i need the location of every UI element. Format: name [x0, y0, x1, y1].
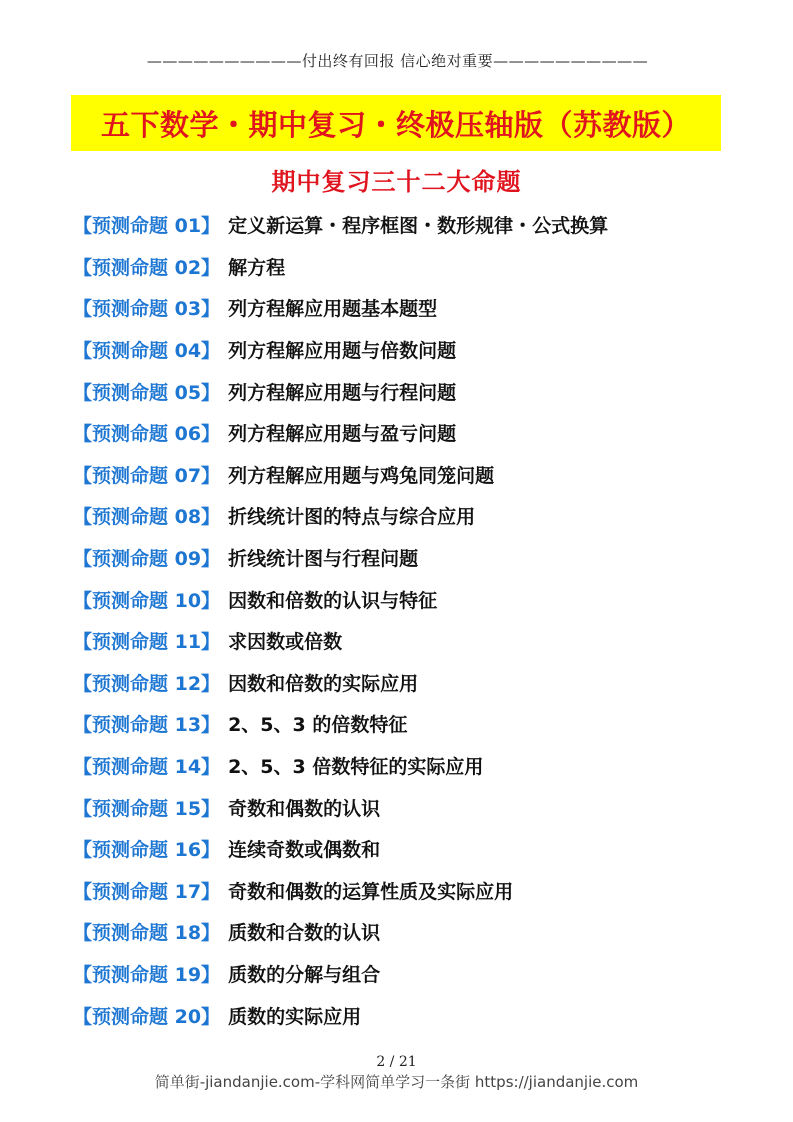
topic-tag: 【预测命题 01】: [73, 215, 221, 238]
title-banner: [71, 95, 721, 151]
topic-tag: 【预测命题 10】: [73, 589, 221, 612]
list-item: [73, 370, 608, 412]
page-number: 2 / 21: [376, 1054, 417, 1070]
main-title: 五下数学・期中复习・终极压轴版（苏教版）: [100, 107, 691, 142]
topic-text: 列方程解应用题与行程问题: [228, 381, 457, 404]
topic-tag: 【预测命题 09】: [73, 548, 221, 571]
list-item: [73, 246, 608, 288]
list-item: [73, 204, 608, 246]
list-item: [73, 703, 608, 745]
topic-text: 列方程解应用题基本题型: [228, 298, 438, 321]
topic-text: 质数和合数的认识: [228, 922, 381, 945]
topic-text: 求因数或倍数: [228, 631, 343, 654]
topic-text: 奇数和偶数的认识: [228, 797, 381, 820]
list-item: [73, 870, 608, 912]
topic-tag: 【预测命题 08】: [73, 506, 221, 529]
topic-text: 列方程解应用题与盈亏问题: [228, 423, 457, 446]
list-item: [73, 495, 608, 537]
topic-tag: 【预测命题 20】: [73, 1005, 221, 1028]
topic-text: 2、5、3 倍数特征的实际应用: [228, 756, 484, 779]
list-item: [73, 662, 608, 704]
list-item: [73, 745, 608, 787]
topic-list: [73, 204, 608, 1036]
topic-text: 因数和倍数的认识与特征: [228, 589, 438, 612]
topic-text: 因数和倍数的实际应用: [228, 672, 419, 695]
topic-tag: 【预测命题 15】: [73, 797, 221, 820]
topic-tag: 【预测命题 13】: [73, 714, 221, 737]
list-item: [73, 578, 608, 620]
list-item: [73, 287, 608, 329]
list-item: [73, 828, 608, 870]
topic-text: 定义新运算・程序框图・数形规律・公式换算: [228, 215, 609, 238]
topic-text: 质数的实际应用: [228, 1005, 362, 1028]
list-item: [73, 911, 608, 953]
topic-tag: 【预测命题 14】: [73, 756, 221, 779]
topic-text: 奇数和偶数的运算性质及实际应用: [228, 880, 514, 903]
list-item: [73, 412, 608, 454]
topic-text: 折线统计图的特点与综合应用: [228, 506, 476, 529]
topic-tag: 【预测命题 03】: [73, 298, 221, 321]
topic-tag: 【预测命题 04】: [73, 340, 221, 363]
subtitle: 期中复习三十二大命题: [271, 168, 522, 196]
list-item: [73, 620, 608, 662]
topic-text: 质数的分解与组合: [228, 963, 381, 986]
header-motto: ——————————付出终有回报 信心绝对重要——————————: [146, 52, 649, 70]
topic-text: 2、5、3 的倍数特征: [228, 714, 408, 737]
footer-source: 简单街-jiandanjie.com-学科网简单学习一条街 https://jiandanjie.com: [154, 1073, 639, 1091]
list-item: [73, 454, 608, 496]
topic-tag: 【预测命题 11】: [73, 631, 221, 654]
topic-tag: 【预测命题 05】: [73, 381, 221, 404]
topic-text: 列方程解应用题与倍数问题: [228, 340, 457, 363]
topic-text: 折线统计图与行程问题: [228, 548, 419, 571]
list-item: [73, 786, 608, 828]
topic-tag: 【预测命题 12】: [73, 672, 221, 695]
topic-tag: 【预测命题 17】: [73, 880, 221, 903]
topic-text: 列方程解应用题与鸡兔同笼问题: [228, 464, 495, 487]
topic-text: 解方程: [228, 256, 286, 279]
topic-tag: 【预测命题 07】: [73, 464, 221, 487]
list-item: [73, 953, 608, 995]
topic-tag: 【预测命题 16】: [73, 839, 221, 862]
topic-tag: 【预测命题 02】: [73, 256, 221, 279]
topic-text: 连续奇数或偶数和: [228, 839, 381, 862]
topic-tag: 【预测命题 18】: [73, 922, 221, 945]
topic-tag: 【预测命题 19】: [73, 963, 221, 986]
list-item: [73, 994, 608, 1036]
list-item: [73, 329, 608, 371]
topic-tag: 【预测命题 06】: [73, 423, 221, 446]
list-item: [73, 537, 608, 579]
